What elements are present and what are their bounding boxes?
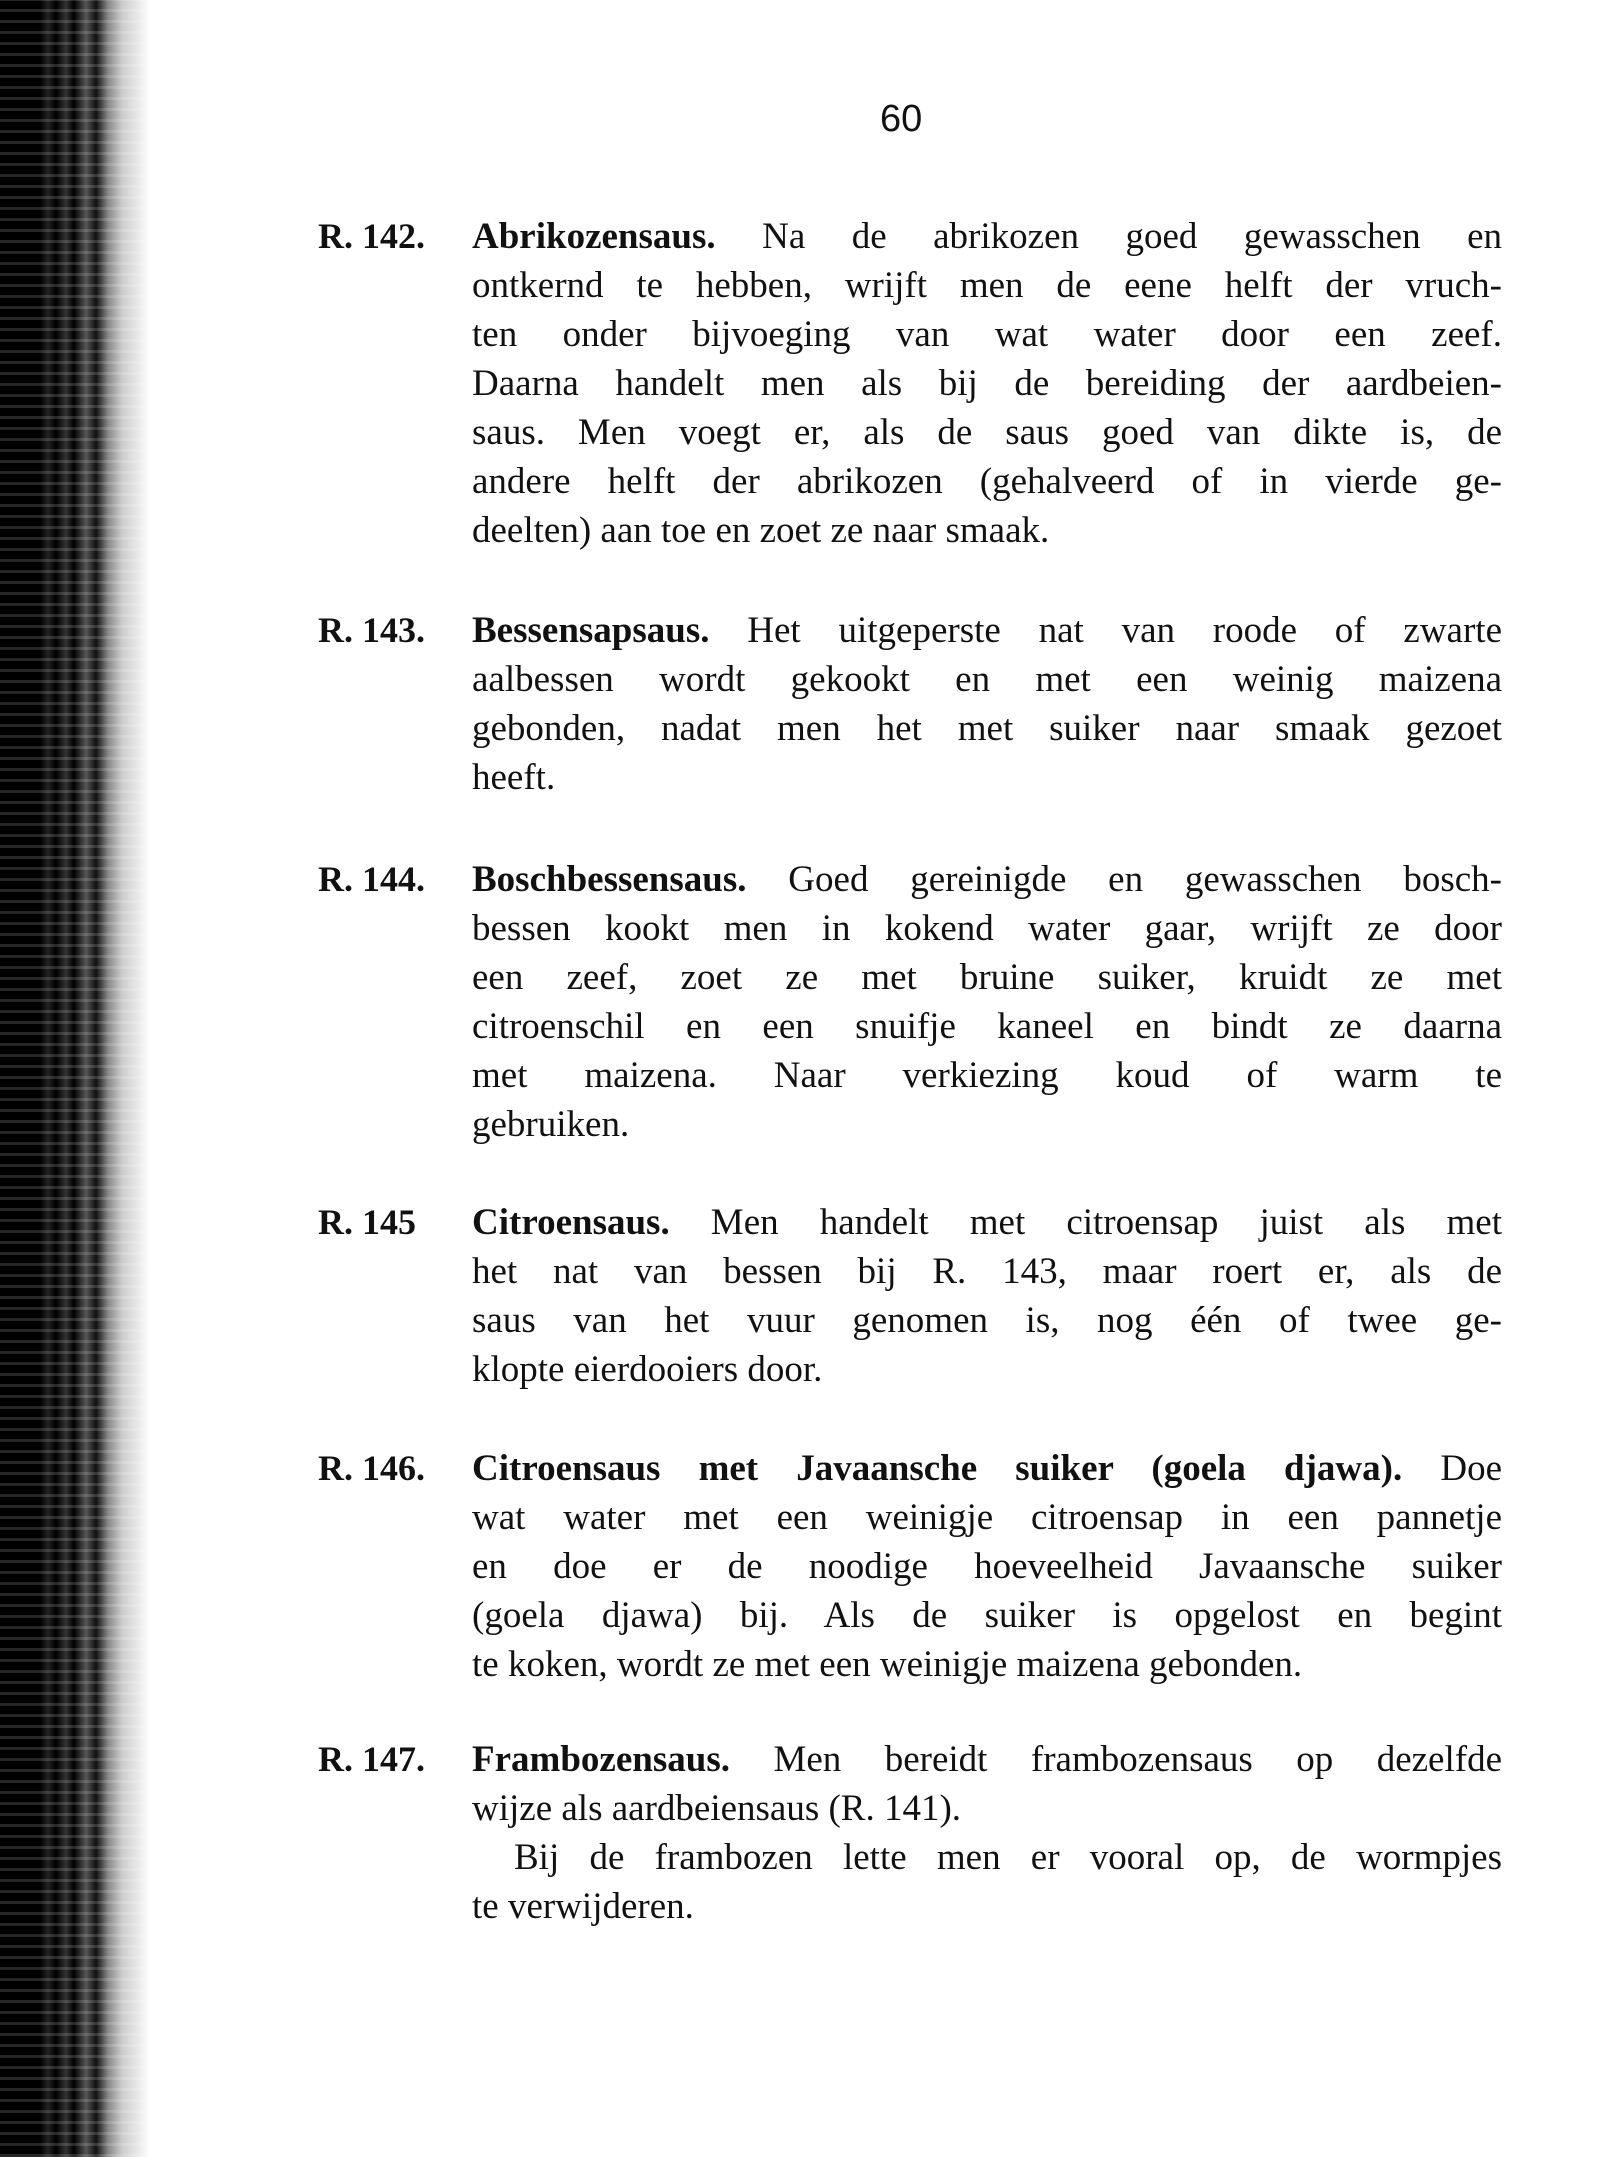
text-line: deelten) aan toe en zoet ze naar smaak. xyxy=(472,510,1050,551)
text-line: Bij de frambozen lette men er vooral op, de wormpjes xyxy=(514,1837,1502,1878)
text-line xyxy=(472,1735,1502,1784)
text-line: gebonden, nadat men het met suiker naar smaak gezoet xyxy=(472,708,1502,749)
text-line: gebruiken. xyxy=(472,1104,630,1145)
text-run: Men bereidt frambozensaus op dezelfde xyxy=(729,1739,1502,1780)
recipe-title: Boschbessensaus. xyxy=(472,859,747,900)
recipe-number: R. 146. xyxy=(318,1448,425,1488)
text-run: Het uitgeperste nat van roode of zwarte xyxy=(709,610,1502,651)
text-line: aalbessen wordt gekookt en met een weinig maizena xyxy=(472,659,1502,700)
recipe-entry xyxy=(318,855,1502,1149)
text-line xyxy=(472,1198,1502,1247)
text-line: het nat van bessen bij R. 143, maar roert er, als de xyxy=(472,1251,1502,1292)
recipe-text xyxy=(472,1198,1502,1394)
recipe-text xyxy=(472,212,1502,555)
recipe-title: Abrikozensaus. xyxy=(472,216,716,257)
page-number: 60 xyxy=(880,98,923,140)
text-line: ten onder bijvoeging van wat water door een zeef. xyxy=(472,314,1502,355)
recipe-entry xyxy=(318,212,1502,555)
text-line: ontkernd te hebben, wrijft men de eene helft der vruch- xyxy=(472,265,1502,306)
text-line: wijze als aardbeiensaus (R. 141). xyxy=(472,1788,962,1829)
recipe-text xyxy=(472,606,1502,802)
book-binding-edge xyxy=(0,0,150,2157)
text-line: citroenschil en een snuifje kaneel en bindt ze daarna xyxy=(472,1006,1502,1047)
text-line: heeft. xyxy=(472,757,556,798)
text-line xyxy=(472,855,1502,904)
text-line xyxy=(472,606,1502,655)
text-line: saus van het vuur genomen is, nog één of twee ge- xyxy=(472,1300,1502,1341)
recipe-entry xyxy=(318,1444,1502,1689)
recipe-entry xyxy=(318,1198,1502,1394)
text-line: andere helft der abrikozen (gehalveerd of in vierde ge- xyxy=(472,461,1502,502)
recipe-title: Frambozensaus. xyxy=(472,1739,730,1780)
recipe-number: R. 147. xyxy=(318,1739,425,1779)
text-line: met maizena. Naar verkiezing koud of warm te xyxy=(472,1055,1502,1096)
text-run: Na de abrikozen goed gewasschen en xyxy=(715,216,1502,257)
text-run: Doe xyxy=(1402,1448,1502,1489)
recipe-entry xyxy=(318,606,1502,802)
text-line: te koken, wordt ze met een weinigje maizena gebonden. xyxy=(472,1644,1303,1685)
recipe-text xyxy=(472,855,1502,1149)
recipe-number: R. 142. xyxy=(318,216,425,256)
recipe-title: Citroensaus. xyxy=(472,1202,670,1243)
text-line: en doe er de noodige hoeveelheid Javaansche suiker xyxy=(472,1546,1502,1587)
text-line: wat water met een weinigje citroensap in een pannetje xyxy=(472,1497,1502,1538)
text-run: Goed gereinigde en gewasschen bosch- xyxy=(746,859,1502,900)
recipe-number: R. 143. xyxy=(318,610,425,650)
text-run: Men handelt met citroensap juist als met xyxy=(669,1202,1502,1243)
recipe-title: Bessensapsaus. xyxy=(472,610,710,651)
recipe-text xyxy=(472,1735,1502,1931)
recipe-entry xyxy=(318,1735,1502,1931)
recipe-title: Citroensaus met Javaansche suiker (goela djawa). xyxy=(472,1448,1403,1489)
text-line: (goela djawa) bij. Als de suiker is opgelost en begint xyxy=(472,1595,1502,1636)
text-line: Daarna handelt men als bij de bereiding der aardbeien- xyxy=(472,363,1502,404)
text-line: klopte eierdooiers door. xyxy=(472,1349,823,1390)
text-line: een zeef, zoet ze met bruine suiker, kruidt ze met xyxy=(472,957,1502,998)
text-line: te verwijderen. xyxy=(472,1886,694,1927)
text-line xyxy=(472,1444,1502,1493)
recipe-number: R. 144. xyxy=(318,859,425,899)
text-line: saus. Men voegt er, als de saus goed van dikte is, de xyxy=(472,412,1502,453)
recipe-number: R. 145 xyxy=(318,1202,416,1242)
text-line xyxy=(472,212,1502,261)
recipe-text xyxy=(472,1444,1502,1689)
text-line: bessen kookt men in kokend water gaar, wrijft ze door xyxy=(472,908,1502,949)
